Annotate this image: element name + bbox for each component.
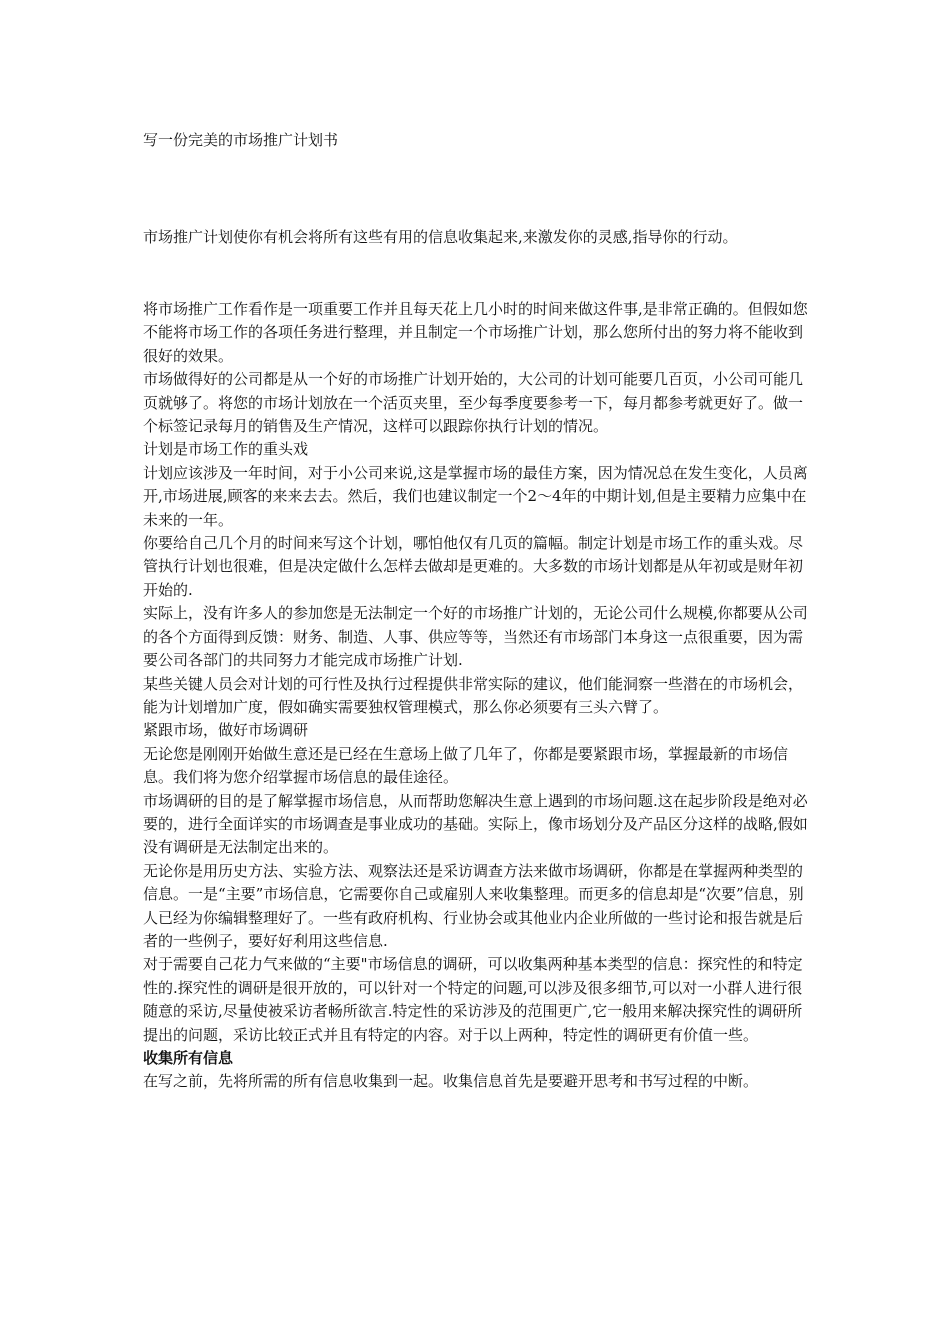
body-paragraph: 紧跟市场，做好市场调研 <box>143 721 309 740</box>
body-paragraph: 你要给自己几个月的时间来写这个计划，哪怕他仅有几页的篇幅。制定计划是市场工作的重头戏。尽管执行计划也很难，但是决定做什么怎样去做却是更难的。大多数的市场计划都是从年初或是财年初开始的. <box>143 534 804 599</box>
body-paragraph: 市场调研的目的是了解掌握市场信息，从而帮助您解决生意上遇到的市场问题.这在起步阶段是绝对必要的，进行全面详实的市场调查是事业成功的基础。实际上，像市场划分及产品区分这样的战略,假如没有调研是无法制定出来的。 <box>143 791 808 857</box>
body-paragraph: 无论您是刚刚开始做生意还是已经在生意场上做了几年了，你都是要紧跟市场，掌握最新的市场信息。我们将为您介绍掌握市场信息的最佳途径。 <box>143 744 789 787</box>
body-paragraph: 无论你是用历史方法、实验方法、观察法还是采访调查方法来做市场调研，你都是在掌握两种类型的信息。一是“主要”市场信息，它需要你自己或雇别人来收集整理。而更多的信息却是“次要”信息，别人已经为你编辑整理好了。一些有政府机构、行业协会或其他业内企业所做的一些讨论和报告就是后者的一些例子，要好好利用这些信息. <box>143 861 804 950</box>
document-body <box>143 298 811 1094</box>
intro-paragraph: 市场推广计划使你有机会将所有这些有用的信息收集起来,来激发你的灵感,指导你的行动。 <box>143 228 738 246</box>
body-paragraph: 计划是市场工作的重头戏 <box>143 440 309 459</box>
body-paragraph: 在写之前，先将所需的所有信息收集到一起。收集信息首先是要避开思考和书写过程的中断。 <box>143 1072 759 1091</box>
body-paragraph: 计划应该涉及一年时间，对于小公司来说,这是掌握市场的最佳方案，因为情况总在发生变化，人员离开,市场进展,顾客的来来去去。然后，我们也建议制定一个2～4年的中期计划,但是主要精力应集中在未来的一年。 <box>143 463 808 529</box>
section-heading: 收集所有信息 <box>143 1049 234 1067</box>
body-paragraph: 某些关键人员会对计划的可行性及执行过程提供非常实际的建议，他们能洞察一些潜在的市场机会，能为计划增加广度，假如确实需要独权管理模式，那么你必须要有三头六臂了。 <box>143 674 804 716</box>
body-paragraph: 对于需要自己花力气来做的“主要"市场信息的调研，可以收集两种基本类型的信息：探究性的和特定性的.探究性的调研是很开放的，可以针对一个特定的问题,可以涉及很多细节,可以对一小群人进行很随意的采访,尽量使被采访者畅所欲言.特定性的采访涉及的范围更广,它一般用来解决探究性的调研所提出的问题，采访比较正式并且有特定的内容。对于以上两种，特定性的调研更有价值一些。 <box>143 955 803 1044</box>
body-paragraph: 将市场推广工作看作是一项重要工作并且每天花上几小时的时间来做这件事,是非常正确的。但假如您不能将市场工作的各项任务进行整理，并且制定一个市场推广计划，那么您所付出的努力将不能收到很好的效果。 <box>143 300 808 365</box>
body-paragraph: 市场做得好的公司都是从一个好的市场推广计划开始的，大公司的计划可能要几百页，小公司可能几页就够了。将您的市场计划放在一个活页夹里，至少每季度要参考一下，每月都参考就更好了。做一个标签记录每月的销售及生产情况，这样可以跟踪你执行计划的情况。 <box>143 370 804 436</box>
body-paragraph: 实际上，没有许多人的参加您是无法制定一个好的市场推广计划的，无论公司什么规模,你都要从公司的各个方面得到反馈：财务、制造、人事、供应等等，当然还有市场部门本身这一点很重要，因为需要公司各部门的共同努力才能完成市场推广计划. <box>143 604 808 670</box>
document-title: 写一份完美的市场推广计划书 <box>143 131 339 149</box>
